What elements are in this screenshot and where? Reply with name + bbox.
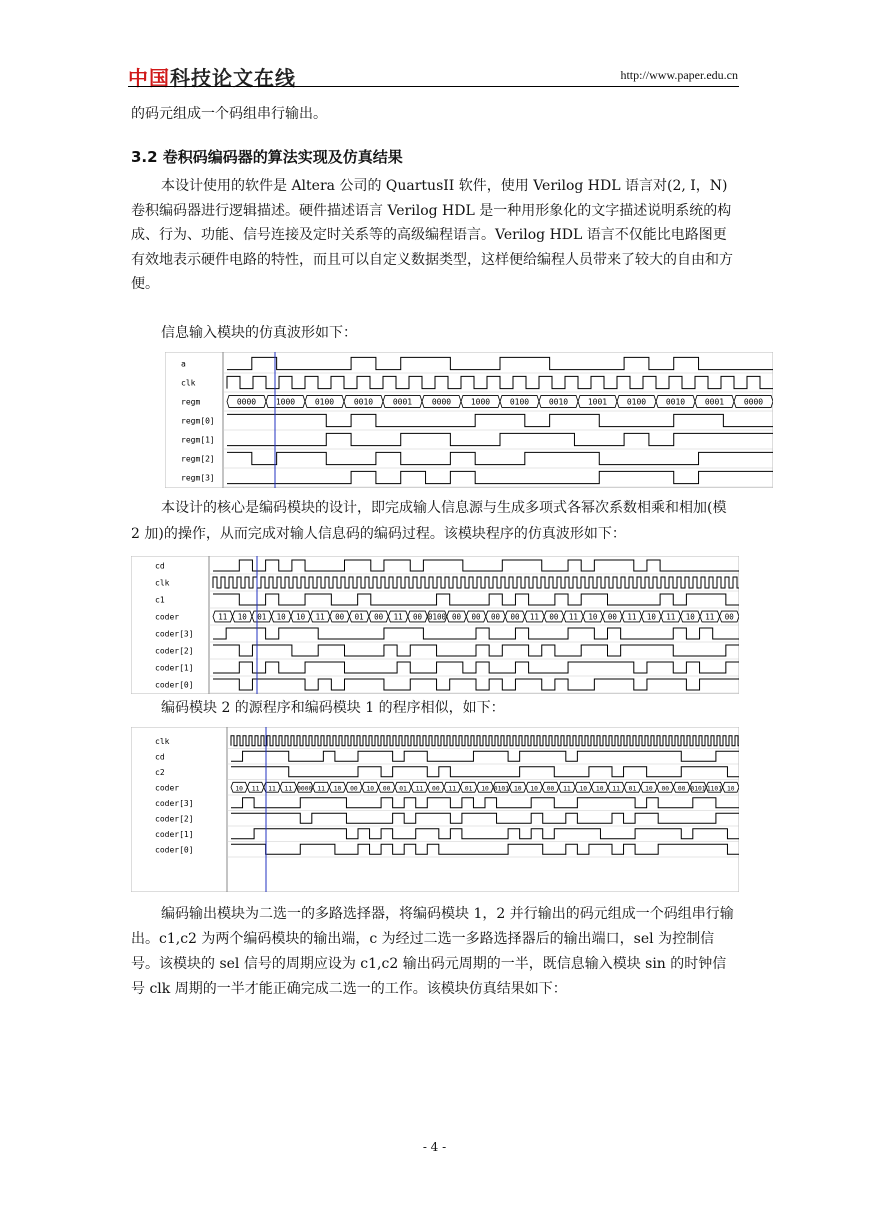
header-url: http://www.paper.edu.cn bbox=[620, 68, 738, 82]
bus-value: 0100 bbox=[314, 397, 335, 407]
journal-logo: 中国科技论文在线 bbox=[128, 66, 296, 90]
bus-value: 10 bbox=[235, 785, 243, 793]
bus-value: 10 bbox=[646, 612, 656, 622]
signal-label: coder[0] bbox=[155, 845, 194, 855]
signal-label: c1 bbox=[155, 595, 165, 605]
bus-value: 0100 bbox=[428, 612, 447, 622]
waveform-input-module bbox=[165, 352, 773, 488]
bus-value: 00 bbox=[607, 612, 617, 622]
bus-value: 0000 bbox=[743, 397, 764, 407]
bus-value: 10 bbox=[513, 785, 522, 793]
bus-value: 00 bbox=[549, 612, 559, 622]
bus-value: 0001 bbox=[704, 397, 725, 407]
bus-value: 00 bbox=[490, 612, 500, 622]
bus-value: 0010 bbox=[665, 397, 686, 407]
signal-label: cd bbox=[155, 752, 165, 762]
signal-label: regm bbox=[181, 397, 201, 407]
bus-value: 11 bbox=[415, 785, 424, 793]
bus-value: 11 bbox=[317, 785, 325, 793]
paragraph-encoder-core: 本设计的核心是编码模块的设计，即完成输人信息源与生成多项式各幂次系数相乘和相加(模 2 加)的操作，从而完成对输人信息码的编码过程。该模块程序的仿真波形如下： bbox=[131, 500, 727, 542]
bus-value: 00 bbox=[413, 612, 423, 622]
bus-value: 00 bbox=[471, 612, 481, 622]
paragraph-mux-output: 编码输出模块为二选一的多路选择器，将编码模块 1，2 并行输出的码元组成一个码组串行输出。c1,c2 为两个编码模块的输出端，c 为经过二选一多路选择器后的输出端口，sel 为控制信号。该模块的 sel 信号的周期应设为 c1,c2 输出码元周期的一半，既信息输入模块 sin 的时钟信号 clk 周期的一半才能正确完成二选一的工作。该模块仿真结果如下： bbox=[131, 906, 734, 997]
bus-value: 01 bbox=[354, 612, 364, 622]
waveform-encoder-1 bbox=[131, 556, 739, 694]
paragraph-software: 本设计使用的软件是 Altera 公司的 QuartusII 软件，使用 Verilog HDL 语言对(2, I，N)卷积编码器进行逻辑描述。硬件描述语言 Verilog HDL 是一种用形象化的文字描述说明系统的构成、行为、功能、信号连接及定时关系等的高级编程语言。Verilog HDL 语言不仅能比电路图更有效地表示硬件电路的特性，而且可以自定义数据类型，这样便给编程人员带来了较大的自由和方便。 bbox=[131, 178, 733, 292]
bus-value: 0010 bbox=[353, 397, 374, 407]
bus-value: 00 bbox=[374, 612, 384, 622]
paragraph-continued: 的码元组成一个码组串行输出。 bbox=[131, 106, 327, 122]
header-rule bbox=[128, 86, 739, 87]
bus-value: 00 bbox=[724, 612, 734, 622]
bus-value: 11 bbox=[612, 785, 620, 793]
signal-label: clk bbox=[155, 736, 170, 746]
bus-value: 01 bbox=[399, 785, 407, 793]
bus-value: 11 bbox=[705, 612, 715, 622]
bus-value: 11 bbox=[627, 612, 637, 622]
bus-value: 10 bbox=[645, 785, 653, 793]
bus-value: 11 bbox=[315, 612, 325, 622]
signal-label: c2 bbox=[155, 767, 165, 777]
bus-value: 0100 bbox=[509, 397, 530, 407]
bus-value: 00 bbox=[661, 785, 670, 793]
signal-label: coder[1] bbox=[155, 829, 194, 839]
bus-value: 0100 bbox=[626, 397, 647, 407]
bus-value: 11 bbox=[251, 785, 260, 793]
bus-value: 11 bbox=[218, 612, 228, 622]
signal-label: coder[1] bbox=[155, 663, 194, 673]
bus-value: 1001 bbox=[587, 397, 608, 407]
bus-value: 0000 bbox=[236, 397, 257, 407]
bus-value: 00 bbox=[452, 612, 462, 622]
bus-value: 11 bbox=[448, 785, 457, 793]
bus-value: 00 bbox=[432, 785, 440, 793]
bus-value: 0001 bbox=[392, 397, 413, 407]
signal-label: regm[2] bbox=[181, 454, 215, 464]
bus-value: 11 bbox=[393, 612, 403, 622]
bus-value: 10 bbox=[296, 612, 306, 622]
bus-value: 00 bbox=[350, 785, 358, 793]
wave-bg bbox=[165, 352, 773, 488]
page-number: - 4 - bbox=[422, 1140, 447, 1154]
bus-value: 0101 bbox=[690, 785, 706, 793]
bus-value: 1000 bbox=[470, 397, 491, 407]
bus-value: 00 bbox=[335, 612, 345, 622]
bus-value: 10 bbox=[481, 785, 489, 793]
bus-value: 01 bbox=[628, 785, 637, 793]
signal-label: coder[0] bbox=[155, 680, 194, 690]
bus-value: 0000 bbox=[431, 397, 452, 407]
signal-label: coder[3] bbox=[155, 629, 194, 639]
bus-value: 00 bbox=[546, 785, 555, 793]
bus-value: 1101 bbox=[706, 785, 723, 793]
bus-value: 01 bbox=[257, 612, 267, 622]
bus-value: 11 bbox=[268, 785, 276, 793]
bus-value: 10 bbox=[685, 612, 695, 622]
paragraph-wave3-intro: 编码模块 2 的源程序和编码模块 1 的程序相似，如下： bbox=[161, 700, 505, 716]
bus-value: 10 bbox=[530, 785, 538, 793]
signal-label: coder[2] bbox=[155, 814, 194, 824]
bus-value: 11 bbox=[284, 785, 293, 793]
bus-value: 00 bbox=[677, 785, 686, 793]
bus-value: 10 bbox=[727, 785, 735, 793]
signal-label: coder bbox=[155, 612, 180, 622]
signal-label: coder[2] bbox=[155, 646, 194, 656]
bus-value: 11 bbox=[568, 612, 578, 622]
bus-value: 10 bbox=[237, 612, 247, 622]
bus-value: 11 bbox=[563, 785, 571, 793]
section-heading-3-2: 3.2 卷积码编码器的算法实现及仿真结果 bbox=[131, 148, 403, 166]
signal-label: clk bbox=[155, 578, 170, 588]
signal-label: regm[1] bbox=[181, 435, 215, 445]
bus-value: 10 bbox=[595, 785, 604, 793]
signal-label: regm[3] bbox=[181, 473, 215, 483]
bus-value: 01 bbox=[464, 785, 473, 793]
bus-value: 0101 bbox=[493, 785, 509, 793]
bus-value: 0010 bbox=[548, 397, 569, 407]
bus-value: 10 bbox=[588, 612, 598, 622]
signal-label: regm[0] bbox=[181, 416, 215, 426]
signal-label: cd bbox=[155, 561, 165, 571]
bus-value: 1000 bbox=[275, 397, 296, 407]
bus-value: 00 bbox=[510, 612, 520, 622]
bus-value: 10 bbox=[579, 785, 588, 793]
bus-value: 00 bbox=[382, 785, 391, 793]
signal-label: coder[3] bbox=[155, 798, 194, 808]
bus-value: 11 bbox=[529, 612, 539, 622]
signal-label: coder bbox=[155, 783, 180, 793]
signal-label: a bbox=[181, 359, 186, 369]
bus-value: 10 bbox=[333, 785, 342, 793]
bus-value: 11 bbox=[666, 612, 676, 622]
bus-value: 0000 bbox=[297, 785, 313, 793]
paragraph-wave1-intro: 信息输入模块的仿真波形如下： bbox=[161, 325, 357, 341]
bus-value: 10 bbox=[276, 612, 286, 622]
bus-value: 10 bbox=[366, 785, 375, 793]
signal-label: clk bbox=[181, 378, 196, 388]
waveform-encoder-2 bbox=[131, 727, 739, 892]
